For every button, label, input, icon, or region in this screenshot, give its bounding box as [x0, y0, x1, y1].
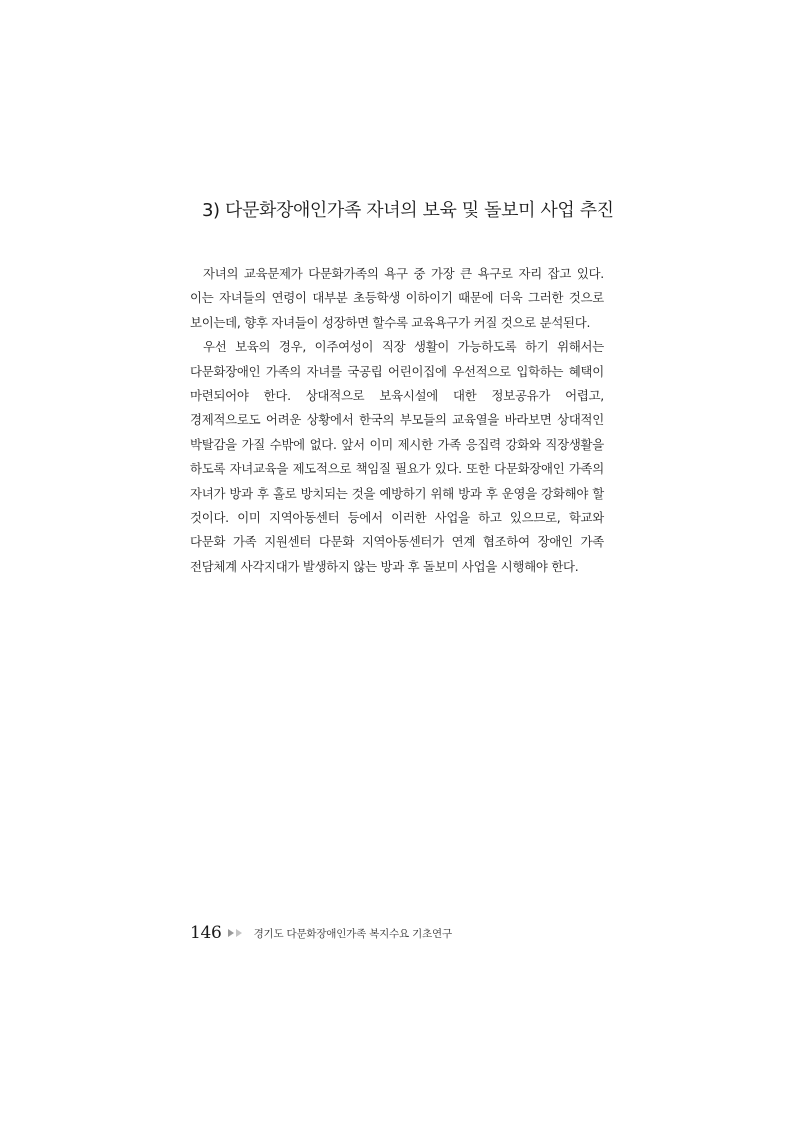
running-title: 경기도 다문화장애인가족 복지수요 기초연구 — [253, 927, 452, 940]
page-footer — [190, 922, 452, 944]
body-text — [190, 262, 604, 579]
page-number: 146 — [190, 923, 222, 943]
double-triangle-arrow-icon — [228, 929, 244, 937]
paragraph-children-education: 자녀의 교육문제가 다문화가족의 욕구 중 가장 큰 욕구로 자리 잡고 있다. 이는 자녀들의 연령이 대부분 초등학생 이하이기 때문에 더욱 그러한 것으로 보이는데, 향후 자녀들이 성장하면 할수록 교육욕구가 커질 것으로 분석된다. — [190, 266, 604, 330]
section-heading: 3) 다문화장애인가족 자녀의 보육 및 돌보미 사업 추진 — [202, 200, 614, 221]
triangle-arrow-icon — [228, 929, 234, 937]
paragraph-childcare-policy: 우선 보육의 경우, 이주여성이 직장 생활이 가능하도록 하기 위해서는 다문화장애인 가족의 자녀를 국공립 어린이집에 우선적으로 입학하는 혜택이 마련되어야 한다. 상대적으로 보육시설에 대한 정보공유가 어렵고, 경제적으로도 어려운 상황에서 한국의 부모들의 교육열을 바라보면 상대적인 박탈감을 가질 수밖에 없다. 앞서 이미 제시한 가족 응집력 강화와 직장생활을 하도록 자녀교육을 제도적으로 책임질 필요가 있다. 또한 다문화장애인 가족의 자녀가 방과 후 홀로 방치되는 것을 예방하기 위해 방과 후 운영을 강화해야 할 것이다. 이미 지역아동센터 등에서 이러한 사업을 하고 있으므로, 학교와 다문화 가족 지원센터 다문화 지역아동센터가 연계 협조하여 장애인 가족 전담체계 사각지대가 발생하지 않는 방과 후 돌보미 사업을 시행해야 한다. — [190, 339, 604, 574]
triangle-arrow-icon — [236, 929, 242, 937]
